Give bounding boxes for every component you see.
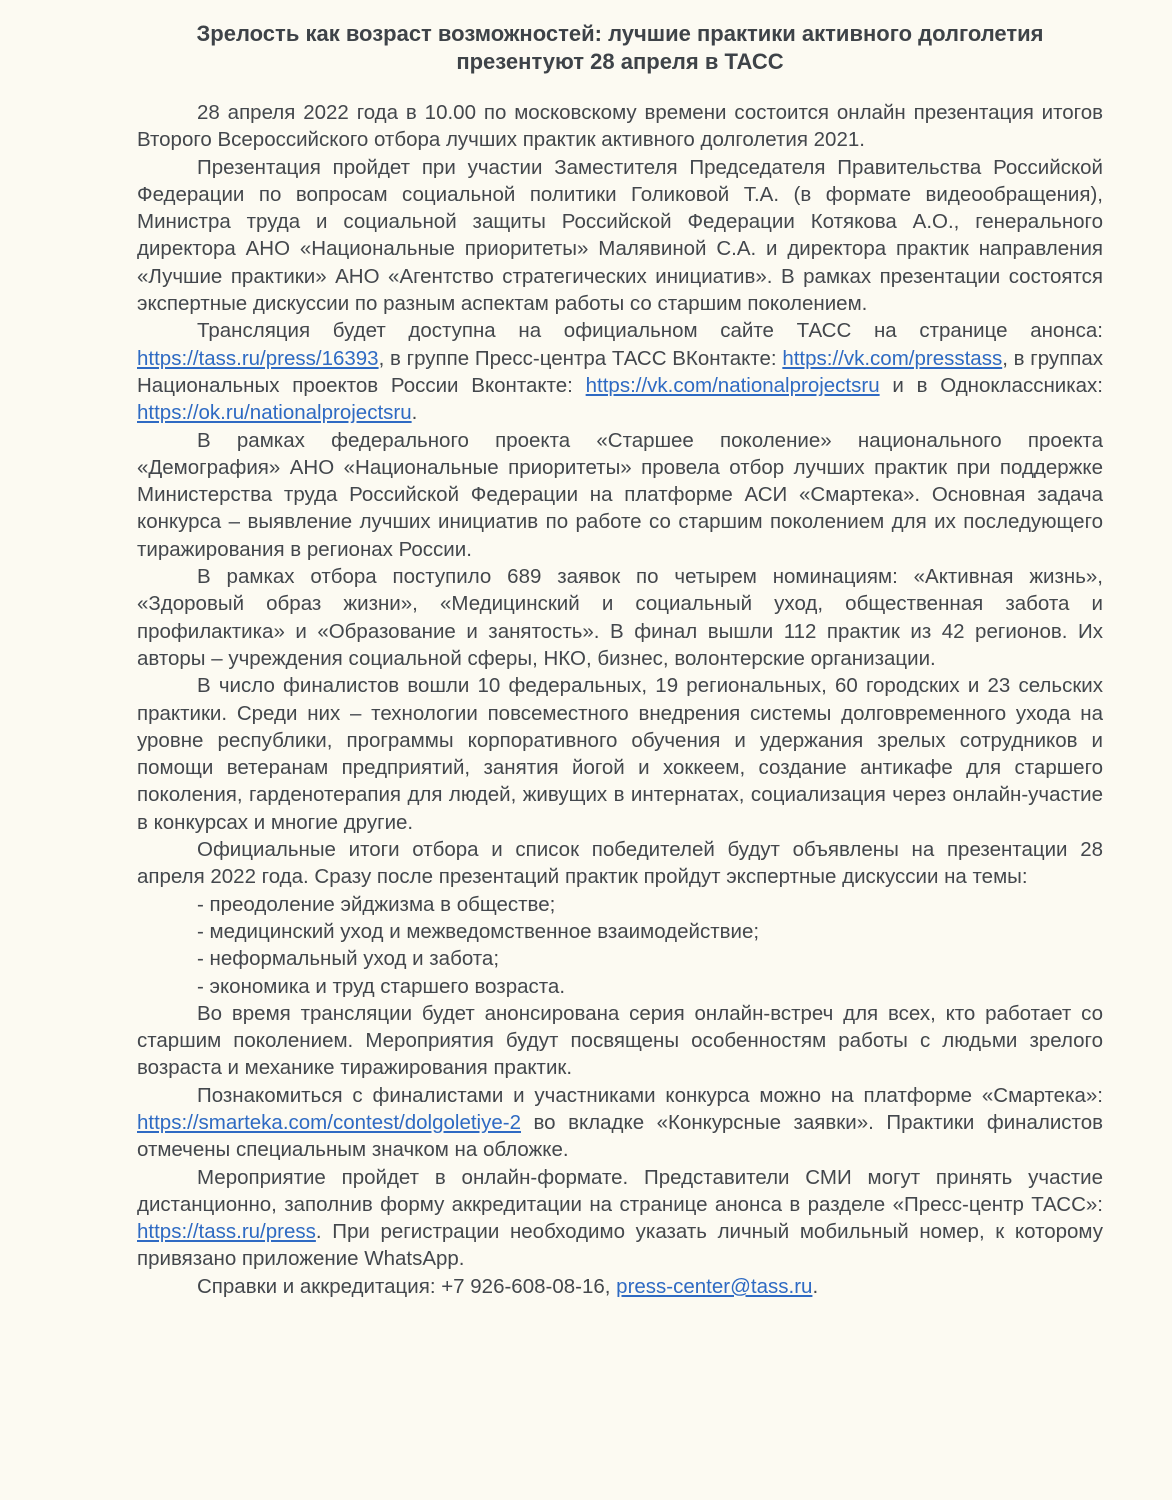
document-title: Зрелость как возраст возможностей: лучшие практики активного долголетия презентуют 28 апреля в ТАСС <box>196 21 1044 74</box>
text-run: Официальные итоги отбора и список победителей будут объявлены на презентации 28 апреля 2022 года. Сразу после презентаций практик пройдут экспертные дискуссии на темы: <box>137 838 1103 889</box>
text-run: - преодоление эйджизма в обществе; <box>197 892 556 916</box>
text-run: , в группе Пресс-центра ТАСС ВКонтакте: <box>378 346 783 370</box>
document-body <box>137 99 1103 1300</box>
link-ok-nationalprojectsru[interactable]: https://ok.ru/nationalprojectsru <box>137 401 412 425</box>
text-run: 28 апреля 2022 года в 10.00 по московскому времени состоится онлайн презентация итогов Второго Всероссийского отбора лучших практик активного долголетия 2021. <box>137 101 1103 152</box>
text-run: Во время трансляции будет анонсирована серия онлайн-встреч для всех, кто работает со старшим поколением. Мероприятия будут посвящены особенностям работы с людьми зрелого возраста и механике тиражирования практик. <box>137 1001 1103 1080</box>
list-item <box>137 891 1103 918</box>
link-tass-press[interactable]: https://tass.ru/press <box>137 1220 316 1244</box>
list-item <box>137 973 1103 1000</box>
link-smarteka-contest[interactable]: https://smarteka.com/contest/dolgoletiye-2 <box>137 1110 521 1134</box>
text-run: В рамках федерального проекта «Старшее поколение» национального проекта «Демография» АНО «Национальные приоритеты» провела отбор лучших практик при поддержке Министерства труда Российской Федерации на платформе АСИ «Смартека». Основная задача конкурса – выявление лучших инициатив по работе со старшим поколением для их последующего тиражирования в регионах России. <box>137 428 1103 561</box>
text-run: и в Одноклассниках: <box>879 373 1103 397</box>
link-vk-nationalprojectsru[interactable]: https://vk.com/nationalprojectsru <box>585 373 880 397</box>
text-run: Познакомиться с финалистами и участниками конкурса можно на платформе «Смартека»: <box>197 1083 1103 1107</box>
text-run: Мероприятие пройдет в онлайн-формате. Представители СМИ могут принять участие дистанционно, заполнив форму аккредитации на странице анонса в разделе «Пресс-центр ТАСС»: <box>137 1165 1103 1216</box>
text-run: . <box>411 401 418 425</box>
text-run: Справки и аккредитация: +7 926-608-08-16, <box>197 1274 617 1298</box>
paragraph <box>137 1000 1103 1082</box>
text-run: - медицинский уход и межведомственное взаимодействие; <box>197 919 760 943</box>
text-run: - неформальный уход и забота; <box>197 947 500 971</box>
text-run: - экономика и труд старшего возраста. <box>197 974 566 998</box>
text-run: . <box>812 1274 819 1298</box>
paragraph <box>137 99 1103 154</box>
text-run: . При регистрации необходимо указать личный мобильный номер, к которому привязано приложение WhatsApp. <box>137 1220 1103 1271</box>
link-press-center-email[interactable]: press-center@tass.ru <box>616 1274 813 1298</box>
paragraph <box>137 1164 1103 1273</box>
text-run: во вкладке «Конкурсные заявки». Практики финалистов отмечены специальным значком на обложке. <box>137 1110 1103 1162</box>
list-item <box>137 918 1103 945</box>
paragraph <box>137 836 1103 891</box>
paragraph <box>137 427 1103 563</box>
paragraph <box>137 1273 1103 1300</box>
paragraph <box>137 1082 1103 1164</box>
paragraph <box>137 672 1103 836</box>
text-run: , в группах Национальных проектов России Вконтакте: <box>137 346 1103 397</box>
list-item <box>137 945 1103 972</box>
text-run: В рамках отбора поступило 689 заявок по четырем номинациям: «Активная жизнь», «Здоровый образ жизни», «Медицинский и социальный уход, общественная забота и профилактика» и «Образование и занятость». В финал вышли 112 практик из 42 регионов. Их авторы – учреждения социальной сферы, НКО, бизнес, волонтерские организации. <box>137 565 1103 670</box>
paragraph <box>137 563 1103 672</box>
link-vk-presstass[interactable]: https://vk.com/presstass <box>782 346 1003 370</box>
link-tass-press-announce[interactable]: https://tass.ru/press/16393 <box>137 346 379 370</box>
paragraph <box>137 317 1103 426</box>
text-run: В число финалистов вошли 10 федеральных, 19 региональных, 60 городских и 23 сельских практики. Среди них – технологии повсеместного внедрения системы долговременного ухода на уровне республики, программы корпоративного обучения и удержания зрелых сотрудников и помощи ветеранам предприятий, занятия йогой и хоккеем, создание антикафе для старшего поколения, гарденотерапия для людей, живущих в интернатах, социализация через онлайн-участие в конкурсах и многие другие. <box>137 674 1103 834</box>
text-run: Презентация пройдет при участии Заместителя Председателя Правительства Российской Федерации по вопросам социальной политики Голиковой Т.А. (в формате видеообращения), Министра труда и социальной защиты Российской Федерации Котякова А.О., генерального директора АНО «Национальные приоритеты» Малявиной С.А. и директора практик направления «Лучшие практики» АНО «Агентство стратегических инициатив». В рамках презентации состоятся экспертные дискуссии по разным аспектам работы со старшим поколением. <box>137 155 1103 316</box>
paragraph <box>137 154 1103 318</box>
text-run: Трансляция будет доступна на официальном сайте ТАСС на странице анонса: <box>197 319 1103 343</box>
